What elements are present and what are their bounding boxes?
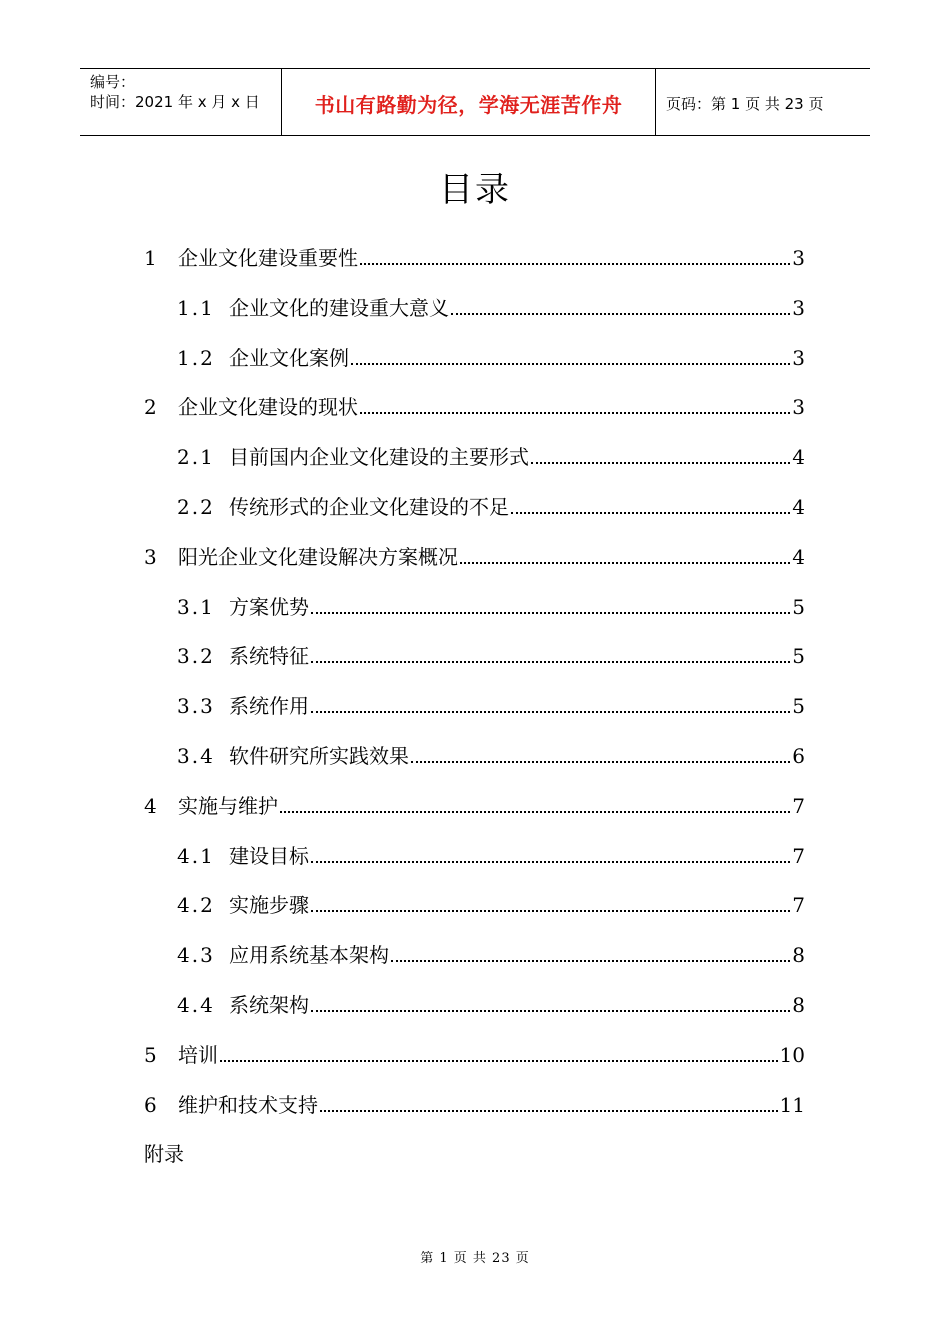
toc-leader-dots [531, 462, 790, 464]
toc-entry[interactable] [177, 989, 805, 1017]
toc-entry-title: 实施与维护 [178, 793, 278, 818]
toc-entry[interactable] [177, 591, 805, 619]
toc-entry-number: 4 [144, 793, 157, 818]
toc-entry-number: 2.1 [177, 445, 215, 470]
toc-leader-dots [280, 811, 790, 813]
toc-entry-title: 企业文化案例 [229, 345, 349, 370]
toc-entry-number: 1.1 [177, 295, 215, 320]
toc-entry-number: 3.3 [177, 694, 215, 719]
toc-leader-dots [311, 1010, 790, 1012]
toc-entry-title: 企业文化建设重要性 [178, 246, 358, 270]
toc-entry[interactable] [177, 690, 805, 718]
toc-leader-dots [320, 1110, 778, 1112]
toc-leader-dots [311, 612, 790, 614]
motto: 书山有路勤为径，学海无涯苦作舟 [314, 93, 623, 117]
toc-entry[interactable] [177, 740, 805, 768]
toc-entry-title: 系统作用 [229, 694, 309, 719]
toc-entry-title: 方案优势 [229, 594, 309, 619]
toc-entry-number: 3.4 [177, 744, 215, 768]
toc-leader-dots [311, 910, 790, 912]
toc-entry[interactable] [177, 292, 805, 320]
toc-entry-title: 系统架构 [229, 993, 309, 1017]
toc-leader-dots [411, 761, 790, 763]
toc-entry-number: 5 [144, 1042, 157, 1067]
toc-entry-number: 4.3 [177, 943, 215, 968]
header-center-cell [282, 69, 656, 135]
toc-leader-dots [451, 313, 790, 315]
header-left-cell [80, 69, 282, 135]
page-footer: 第 1 页 共 23 页 [420, 1251, 530, 1266]
toc-entry-title: 系统特征 [229, 644, 309, 669]
toc-leader-dots [460, 562, 790, 564]
toc-leader-dots [311, 711, 790, 713]
toc-entry-page: 10 [779, 1042, 805, 1067]
toc-entry[interactable] [144, 1039, 805, 1067]
toc-entry-title: 企业文化建设的现状 [178, 395, 358, 420]
toc-entry[interactable] [177, 939, 805, 967]
toc-leader-dots [360, 263, 790, 265]
toc-entry[interactable] [144, 790, 805, 818]
toc-entry-title: 传统形式的企业文化建设的不足 [229, 495, 509, 519]
toc-entry[interactable] [177, 342, 805, 370]
toc-leader-dots [511, 512, 790, 514]
toc-leader-dots [360, 412, 790, 414]
toc-entry-page: 8 [792, 993, 805, 1017]
toc-entry[interactable] [177, 441, 805, 469]
toc-entry-title: 应用系统基本架构 [229, 943, 389, 968]
toc-entry-title: 实施步骤 [229, 893, 309, 918]
toc-entry-title: 维护和技术支持 [178, 1092, 318, 1117]
toc-entry-page: 3 [792, 246, 805, 270]
toc-entry-number: 3 [144, 544, 157, 569]
toc-entry-number: 2.2 [177, 495, 215, 519]
toc-entry-page: 5 [792, 594, 805, 619]
toc-leader-dots [351, 363, 790, 365]
toc-leader-dots [220, 1060, 778, 1062]
toc-entry-page: 4 [792, 495, 805, 519]
toc-entry-page: 7 [792, 893, 805, 918]
toc-entry-page: 3 [792, 395, 805, 420]
toc-entry-number: 4.1 [177, 843, 215, 868]
toc-entry-page: 3 [792, 295, 805, 320]
toc-entry-number: 3.2 [177, 644, 215, 669]
toc-entry-page: 8 [792, 943, 805, 968]
toc-entry[interactable] [144, 541, 805, 569]
toc-entry-page: 3 [792, 345, 805, 370]
header-table [80, 68, 870, 136]
toc-leader-dots [311, 661, 790, 663]
toc-entry[interactable] [177, 640, 805, 668]
toc-entry[interactable] [144, 1089, 805, 1117]
header-right-cell [656, 69, 870, 135]
toc-entry-page: 6 [792, 744, 805, 768]
toc-entry-title: 企业文化的建设重大意义 [229, 295, 449, 320]
toc-entry-number: 3.1 [177, 594, 215, 619]
toc-entry-number: 2 [144, 395, 157, 420]
time-label: 时间：2021 年 x 月 x 日 [90, 93, 260, 111]
toc-entry[interactable] [177, 889, 805, 917]
toc-entry[interactable] [144, 242, 805, 270]
toc-entry[interactable] [177, 491, 805, 519]
toc-entry-page: 4 [792, 445, 805, 470]
toc-entry-number: 4.4 [177, 993, 215, 1017]
toc-entry[interactable] [177, 840, 805, 868]
toc-entry-number: 1.2 [177, 345, 215, 370]
toc-entry-number: 6 [144, 1092, 157, 1117]
toc-entry-page: 11 [779, 1092, 805, 1117]
toc-entry-page: 7 [792, 843, 805, 868]
toc-entry-page: 7 [792, 793, 805, 818]
toc-leader-dots [311, 861, 790, 863]
toc-entry-number: 4.2 [177, 893, 215, 918]
page-info: 页码：第 1 页 共 23 页 [666, 95, 824, 113]
toc-entry-page: 5 [792, 694, 805, 719]
page-title: 目录 [439, 170, 511, 210]
toc-entry-title: 建设目标 [229, 843, 309, 868]
toc-entry-title: 目前国内企业文化建设的主要形式 [229, 445, 529, 470]
toc-entry-title: 软件研究所实践效果 [229, 744, 409, 768]
toc-entry-title: 培训 [178, 1042, 218, 1067]
appendix-label: 附录 [144, 1142, 184, 1167]
toc-entry-page: 4 [792, 544, 805, 569]
toc-entry-page: 5 [792, 644, 805, 669]
toc-entry-number: 1 [144, 246, 157, 270]
number-label: 编号： [90, 73, 136, 91]
toc-leader-dots [391, 960, 790, 962]
toc-entry[interactable] [144, 391, 805, 419]
toc-entry-title: 阳光企业文化建设解决方案概况 [178, 544, 458, 569]
